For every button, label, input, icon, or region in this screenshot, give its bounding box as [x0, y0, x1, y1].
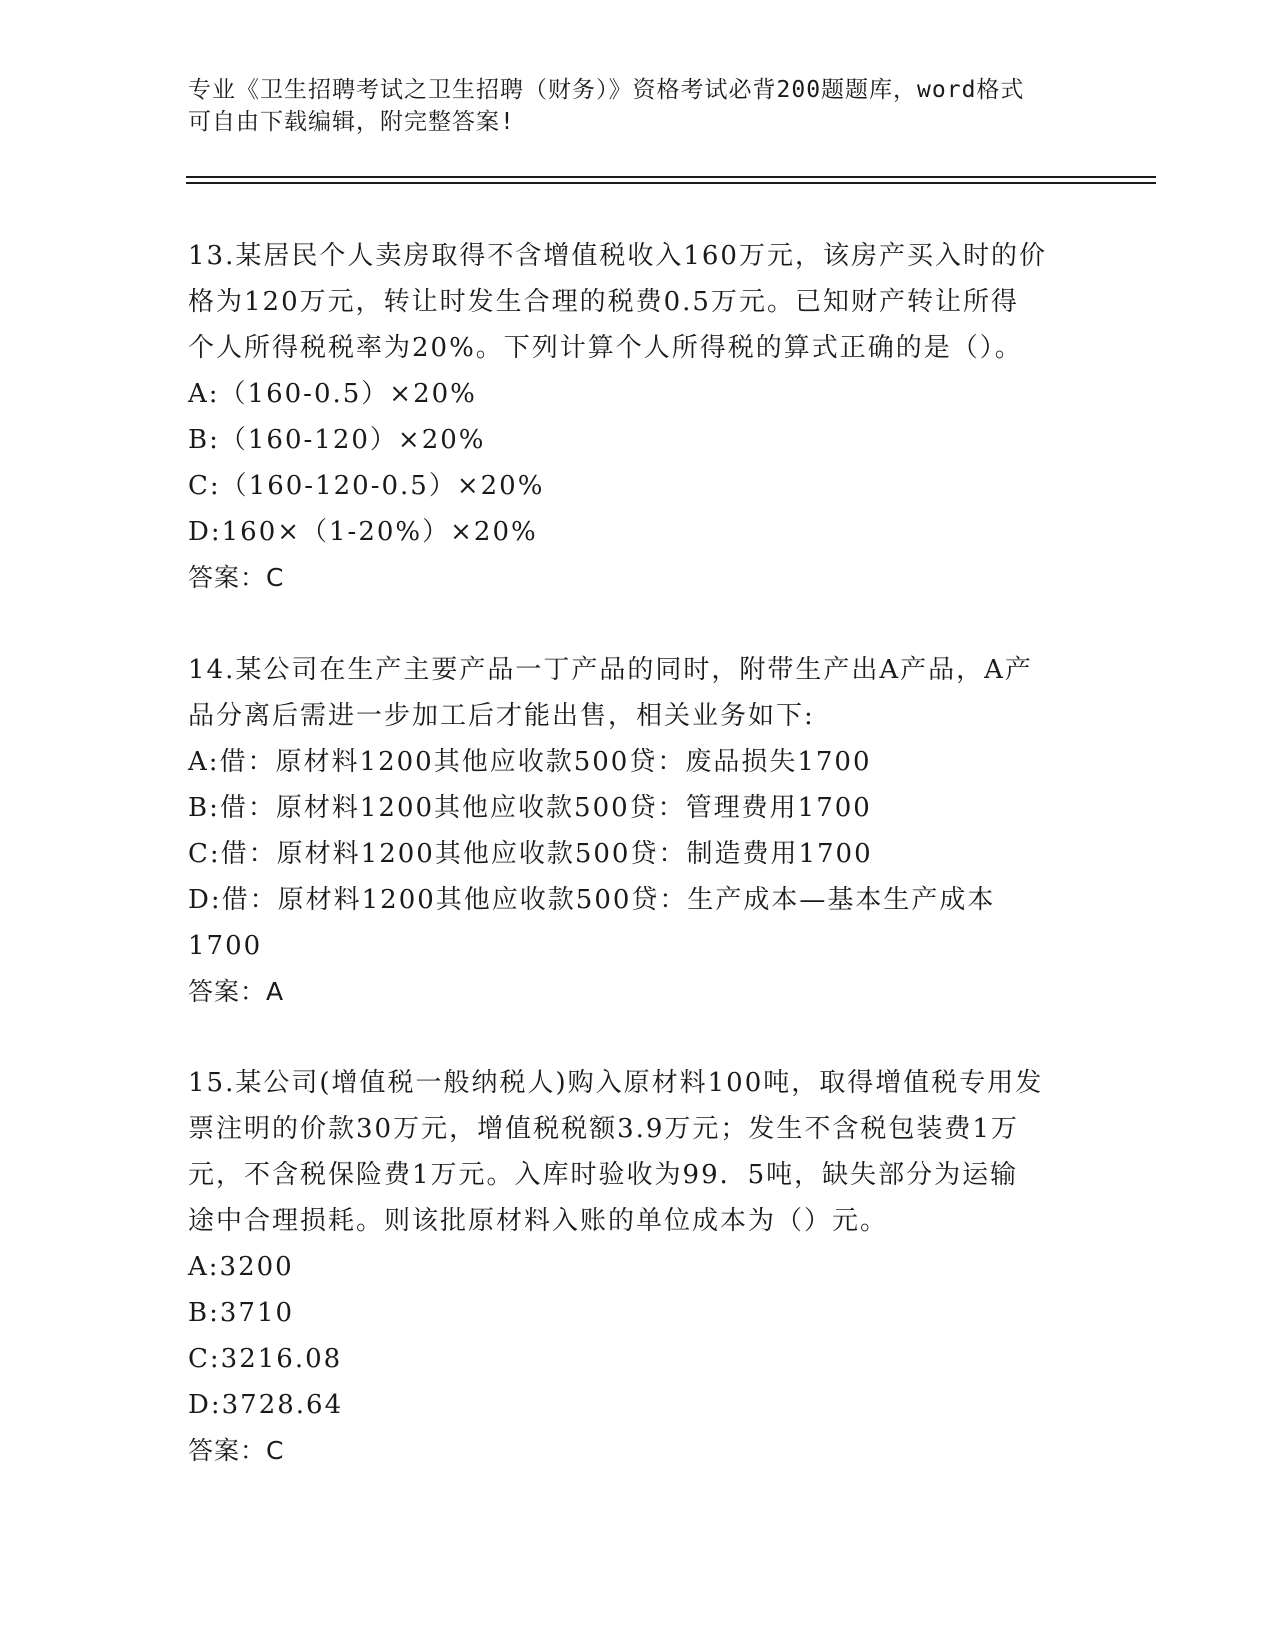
- question-14: [188, 647, 1088, 1015]
- question-stem-line: 14.某公司在生产主要产品一丁产品的同时，附带生产出A产品，A产: [188, 655, 1033, 685]
- question-stem-line: 票注明的价款30万元，增值税税额3.9万元；发生不含税包装费1万: [188, 1114, 1019, 1144]
- header-divider-bottom: [186, 182, 1156, 184]
- document-header: [188, 74, 1068, 138]
- option-d-continuation: 1700: [188, 931, 263, 961]
- question-stem-line: 15.某公司(增值税一般纳税人)购入原材料100吨，取得增值税专用发: [188, 1068, 1044, 1098]
- option-a: A:借：原材料1200其他应收款500贷：废品损失1700: [188, 747, 872, 777]
- option-c: C:3216.08: [188, 1344, 343, 1374]
- option-b: B:（160-120）×20%: [188, 425, 486, 455]
- question-stem-line: 元，不含税保险费1万元。入库时验收为99．5吨，缺失部分为运输: [188, 1160, 1019, 1190]
- question-13: [188, 233, 1088, 601]
- option-a: A:3200: [188, 1252, 294, 1282]
- header-divider-top: [186, 176, 1156, 178]
- question-stem-line: 品分离后需进一步加工后才能出售，相关业务如下:: [188, 701, 815, 731]
- option-a: A:（160-0.5）×20%: [188, 379, 477, 409]
- option-d: D:3728.64: [188, 1390, 344, 1420]
- answer-line: 答案：C: [188, 1436, 285, 1465]
- answer-line: 答案：C: [188, 563, 285, 592]
- answer-line: 答案：A: [188, 977, 285, 1006]
- question-stem-line: 途中合理损耗。则该批原材料入账的单位成本为（）元。: [188, 1206, 889, 1236]
- header-title-line-1: 专业《卫生招聘考试之卫生招聘（财务）》资格考试必背200题题库，word格式: [188, 77, 1025, 103]
- question-stem-line: 个人所得税税率为20%。下列计算个人所得税的算式正确的是（）。: [188, 333, 1023, 363]
- option-c: C:借：原材料1200其他应收款500贷：制造费用1700: [188, 839, 873, 869]
- question-stem-line: 13.某居民个人卖房取得不含增值税收入160万元，该房产买入时的价: [188, 241, 1047, 271]
- question-15: [188, 1060, 1088, 1474]
- option-d: D:借：原材料1200其他应收款500贷：生产成本—基本生产成本: [188, 885, 996, 915]
- option-b: B:借：原材料1200其他应收款500贷：管理费用1700: [188, 793, 872, 823]
- option-c: C:（160-120-0.5）×20%: [188, 471, 545, 501]
- question-stem-line: 格为120万元，转让时发生合理的税费0.5万元。已知财产转让所得: [188, 287, 1019, 317]
- option-d: D:160×（1-20%）×20%: [188, 517, 538, 547]
- option-b: B:3710: [188, 1298, 295, 1328]
- header-title-line-2: 可自由下载编辑，附完整答案!: [188, 109, 515, 135]
